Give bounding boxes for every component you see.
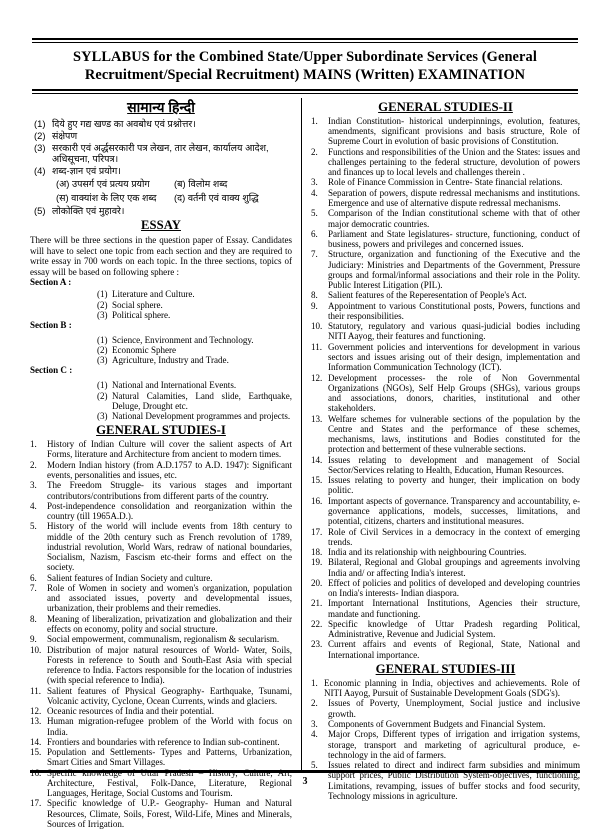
hindi-item [30,165,292,177]
section-heading-general-studies-2: GENERAL STUDIES-II [378,99,513,114]
hindi-item-text: लोकोक्ति एवं मुहावरे। [52,205,125,217]
essay-item [97,411,292,421]
gs2-item-text: Development processes- the role of Non Governmental Organizations (NGOs), Self Help Groups (SHGs), various groups and associations, donors, charities, institutional and other stakeholders. [328,372,580,414]
essay-item [97,355,292,365]
hindi-item-text: शब्द-ज्ञान एवं प्रयोग। [52,165,121,177]
gs1-item-number: 1. [30,439,37,450]
gs3-item-text: Major Crops, Different types of irrigation and irrigation systems, storage, transport and marketing of agricultural produce, e-technology in the aid of farmers. [328,729,580,760]
hindi-subitem-row [30,191,292,205]
gs2-item [311,547,580,557]
gs3-item [311,719,580,729]
gs2-item-text: India and its relationship with neighbouring Countries. [328,547,527,558]
gs2-item-number: 13. [311,413,323,424]
section-heading-hindi: सामान्य हिन्दी [127,98,195,115]
left-column [30,98,301,830]
gs2-item [311,249,580,290]
hindi-subitem-b: (ब) विलोम शब्द [174,178,228,190]
gs2-item-number: 3. [311,177,318,188]
essay-section-a-label: Section A : [30,277,72,288]
essay-item-number: (2) [97,299,108,310]
gs2-item-text: Issues relating to poverty and hunger, their implication on body politic. [328,475,580,496]
gs3-item [311,729,580,760]
hindi-item-text: दिये हुए गद्य खण्ड का अवबोध एवं प्रश्नोत्तर। [52,117,196,129]
essay-item-number: (1) [97,334,108,345]
hindi-subitem-d: (द) वर्तनी एवं वाक्य शुद्धि [174,192,259,204]
gs2-item-number: 7. [311,249,318,260]
gs1-item-text: Specific knowledge of Uttar Pradesh – History, Culture, Art, Architecture, Festival, Folk-Dance, Literature, Regional Languages, Heritage, Social Customs and Tourism. [47,767,292,799]
right-column [302,98,580,801]
gs2-item-text: Separation of powers, dispute redressal mechanisms and institutions. Emergence and use of alternative dispute redressal mechanisms. [328,187,580,208]
gs1-item [30,686,292,707]
hindi-item-number: (5) [34,205,46,217]
gs2-item [311,342,580,373]
gs1-item-number: 3. [30,480,37,491]
gs3-item-text: Components of Government Budgets and Financial System. [328,719,546,730]
gs1-item-number: 13. [30,716,42,727]
gs1-item [30,747,292,768]
gs2-item-text: Effect of policies and politics of developed and developing countries on India's interests- Indian diaspora. [328,577,580,599]
header-top-rule [32,38,578,43]
gs1-item [30,573,292,583]
gs1-item-number: 17. [30,798,42,809]
gs2-item [311,455,580,476]
gs2-item-number: 22. [311,618,323,629]
gs2-item-number: 8. [311,290,318,301]
gs1-item-text: Oceanic resources of India and their potential. [47,706,215,717]
hindi-item-text: संक्षेपण [52,129,78,141]
gs1-item-number: 14. [30,736,42,747]
gs2-item-number: 15. [311,475,323,486]
gs1-item-number: 2. [30,459,37,470]
gs2-item-text: Indian Constitution- historical underpinnings, evolution, features, amendments, significant provisions and basis structure, Role of Supreme Court in evolution of basic provisions of Constitution. [328,115,580,147]
gs1-item [30,737,292,747]
gs3-item-text: Issues related to direct and indirect farm subsidies and minimum support prices, Public Distribution System-objectives, functioning, Limitations, revamping, issues of buffer stocks and food security, Technology missions in agriculture. [328,760,580,801]
gs1-item [30,583,292,614]
gs2-item-text: Role of Finance Commission in Centre- State financial relations. [328,177,563,188]
gs2-item-number: 5. [311,208,318,219]
gs2-item-text: Parliament and State legislatures- structure, functioning, conduct of business, powers and privileges and concerned issues. [328,228,580,250]
essay-section-a-items [30,289,292,320]
hindi-item [30,118,292,130]
gs3-item-text: Issues of Poverty, Unemployment, Social justice and inclusive growth. [328,698,580,719]
gs1-item [30,768,292,799]
gs2-item [311,373,580,414]
gs1-item [30,460,292,481]
gs2-item [311,208,580,229]
gs2-item-text: Bilateral, Regional and Global groupings and agreements involving India and/ or affecting India's interest. [328,557,580,578]
gs1-item-text: Specific knowledge of U.P.- Geography- Human and Natural Resources, Climate, Soils, Forest, Wild-Life, Mines and Minerals, Sources of Irrigation. [47,798,292,830]
essay-item-text: Natural Calamities, Land slide, Earthquake, Deluge, Drought etc. [112,390,292,411]
section-heading-general-studies-1: GENERAL STUDIES-I [96,423,226,438]
essay-item-text: Agriculture, Industry and Trade. [112,355,229,366]
gs2-item-number: 10. [311,321,323,332]
gs1-item [30,645,292,686]
essay-item-text: Political sphere. [112,309,171,320]
gs2-item-text: Statutory, regulatory and various quasi-judicial bodies including NITI Aayog, their features and functioning. [328,321,580,342]
gs2-item [311,177,580,187]
gs2-item-text: Role of Civil Services in a democracy in the context of emerging trends. [328,526,580,547]
essay-item [97,310,292,320]
gs1-item-number: 4. [30,500,37,511]
essay-item-text: Economic Sphere [112,345,177,356]
essay-item [97,391,292,411]
gs2-item-text: Appointment to various Constitutional posts, Powers, functions and their responsibilities. [328,300,580,321]
gs2-item [311,496,580,527]
gs1-item-text: Salient features of Physical Geography- Earthquake, Tsunami, Volcanic activity, Cyclone, Ocean Currents, winds and glaciers. [47,685,292,706]
hindi-subitem-s: (स) वाक्यांश के लिए एक शब्द [56,192,157,204]
gs1-item-text: Human migration-refugee problem of the World with focus on India. [47,716,292,737]
gs2-item-number: 1. [311,115,318,126]
gs1-item [30,439,292,460]
gs1-item [30,634,292,644]
hindi-item-number: (1) [34,117,46,129]
gs2-item-number: 17. [311,526,323,537]
gs2-item-number: 23. [311,639,323,650]
gs2-item-text: Issues relating to development and management of Social Sector/Services relating to Health, Education, Human Resources. [328,454,580,475]
gs1-item-text: Frontiers and boundaries with reference to Indian sub-continent. [47,736,280,747]
gs1-item-number: 7. [30,582,37,593]
gs3-item [311,698,580,719]
gs1-item-text: History of the world will include events from 18th century to middle of the 20th century such as French revolution of 1789, industrial revolution, World Wars, redraw of national boundaries, Socialism, Nazism, Fascism etc-their forms and effect on the society. [47,521,292,573]
gs1-item-number: 10. [30,644,42,655]
gs2-item-text: Current affairs and events of Regional, State, National and International importance. [328,639,580,660]
gs1-item-text: Salient features of Indian Society and culture. [47,572,213,583]
document-header [32,38,578,94]
gs1-item-text: The Freedom Struggle- its various stages and important contributors/contributions from different parts of the country. [47,480,292,501]
essay-item-number: (3) [97,410,108,421]
hindi-item [30,130,292,142]
essay-item-number: (3) [97,309,108,320]
gs2-item [311,475,580,496]
gs1-item-text: Post-independence consolidation and reorganization within the country (till 1965A.D.). [47,500,292,522]
gs2-item-text: Structure, organization and functioning of the Executive and the Judiciary: Ministries and Departments of the Government, Pressure groups and formal/informal associations and their role in the Polity. Public Interest Litigation (PIL). [328,249,580,291]
gs2-item-text: Important aspects of governance. Transparency and accountability, e-governance applications, models, successes, limitations, and potential, citizens, charters and institutional measures. [328,495,580,527]
essay-item [97,289,292,299]
gs2-item [311,229,580,250]
hindi-item-number: (4) [34,165,46,177]
essay-item-number: (1) [97,289,108,300]
gs1-item [30,480,292,501]
gs1-item-text: History of Indian Culture will cover the salient aspects of Art Forms, literature and Architecture from ancient to modern times. [47,439,292,460]
essay-item-text: Literature and Culture. [112,289,195,300]
hindi-item-text: सरकारी एवं अर्द्धसरकारी पत्र लेखन, तार लेखन, कार्यालय आदेश, अधिसूचना, परिपत्र। [52,141,269,165]
gs2-item-number: 20. [311,577,323,588]
header-bottom-rule [32,89,578,94]
gs1-item [30,798,292,829]
gs1-item-number: 16. [30,767,42,778]
gs2-item-text: Important International Institutions, Agencies their structure, mandate and functioning. [328,598,580,619]
gs3-item-number: 4. [311,729,318,740]
gs2-item [311,578,580,599]
gs1-item-text: Role of Women in society and women's organization, population and associated issues, poverty and developmental issues, urbanization, their problems and their remedies. [47,582,292,614]
hindi-subitem-a: (अ) उपसर्ग एवं प्रत्यय प्रयोग [56,178,150,190]
essay-section-c-items [30,380,292,421]
gs2-item-text: Welfare schemes for vulnerable sections of the population by the Centre and States and the performance of these schemes, mechanisms, laws, institutions and Bodies constituted for the protection and betterment of these vulnerable sections. [328,413,580,455]
gs2-item [311,557,580,578]
gs2-item-number: 9. [311,300,318,311]
gs2-item [311,619,580,640]
gs1-item-number: 12. [30,706,42,717]
gs2-item-number: 16. [311,495,323,506]
gs1-item-text: Modern Indian history (from A.D.1757 to A.D. 1947): Significant events, personalities and issues, etc. [47,459,292,480]
gs1-item-number: 11. [30,685,41,696]
gs2-item-number: 14. [311,454,323,465]
syllabus-page [0,38,610,840]
gs2-item-number: 11. [311,341,322,352]
hindi-item [30,205,292,217]
gs1-item-number: 6. [30,572,37,583]
gs2-item [311,639,580,660]
gs2-item-number: 19. [311,557,323,568]
essay-item [97,380,292,390]
essay-item-text: National Development programmes and projects. [112,410,291,421]
gs2-item-text: Functions and responsibilities of the Union and the States: issues and challenges pertaining to the federal structure, devolution of powers and finances up to local levels and challenges therein . [328,146,580,178]
two-column-body [30,98,580,830]
hindi-subitem-row [30,177,292,191]
essay-intro-paragraph: There will be three sections in the question paper of Essay. Candidates will have to select one topic from each section and they are required to write essay in 700 words on each topic. In the three sections, topics of essay will be based on following sphere : [30,235,292,277]
gs2-item [311,598,580,619]
hindi-item-number: (2) [34,129,46,141]
gs2-item-text: Government policies and interventions for development in various sectors and issues arising out of their design, implementation and Information Communication Technology (ICT). [328,341,580,373]
gs3-item [311,678,580,699]
essay-item-number: (1) [97,380,108,391]
gs3-item-number: 3. [311,719,318,730]
gs2-item [311,321,580,342]
gs2-item [311,301,580,322]
gs1-item [30,716,292,737]
page-title-line-2: Recruitment/Special Recruitment) MAINS (Written) EXAMINATION [84,67,526,84]
gs3-item-number: 5. [311,760,318,771]
hindi-item-number: (3) [34,141,46,153]
essay-item-number: (2) [97,345,108,356]
gs2-item [311,527,580,548]
essay-item [97,335,292,345]
gs2-item-text: Specific knowledge of Uttar Pradesh regarding Political, Administrative, Revenue and Judicial System. [328,618,580,640]
gs2-item-number: 6. [311,228,318,239]
gs1-item-number: 9. [30,634,37,645]
gs3-item-text: Economic planning in India, objectives and achievements. Role of NITI Aayog, Pursuit of Sustainable Development Goals (SDG's). [324,677,580,699]
gs1-item-number: 15. [30,747,42,758]
gs1-item [30,614,292,635]
gs1-item-text: Social empowerment, communalism, regionalism & secularism. [47,634,280,645]
gs2-item [311,147,580,178]
essay-section-b-items [30,335,292,366]
section-heading-essay: ESSAY [141,218,181,233]
gs1-item [30,521,292,572]
gs2-item-number: 2. [311,146,318,157]
gs2-item-number: 12. [311,372,323,383]
essay-section-c-label: Section C : [30,365,73,376]
gs2-item-text: Salient features of the Reperesentation of People's Act. [328,290,527,301]
gs1-item [30,501,292,522]
gs2-item-text: Comparison of the Indian constitutional scheme with that of other major democratic countries. [328,208,580,229]
page-title-line-1: SYLLABUS for the Combined State/Upper Subordinate Services (General [73,49,537,65]
gs1-item-number: 8. [30,613,37,624]
essay-item [97,300,292,310]
gs2-item-number: 18. [311,547,323,558]
essay-item [97,345,292,355]
essay-item-text: Science, Environment and Technology. [112,334,254,345]
essay-item-number: (3) [97,355,108,366]
essay-item-number: (2) [97,390,108,401]
gs2-item [311,414,580,455]
gs3-item-number: 2. [311,698,318,709]
page-number: 3 [302,775,308,787]
essay-item-text: National and International Events. [112,380,237,391]
gs3-item-number: 1. [311,677,318,688]
gs2-item [311,116,580,147]
gs2-item-number: 4. [311,187,318,198]
essay-item-text: Social sphere. [112,299,163,310]
gs1-item-text: Meaning of liberalization, privatization and globalization and their effects on economy, polity and social structure. [47,613,292,634]
page-title [32,48,578,85]
gs2-item [311,188,580,209]
essay-section-b-label: Section B : [30,319,72,330]
gs1-item-number: 5. [30,521,37,532]
gs2-item-number: 21. [311,598,323,609]
hindi-item [30,142,292,166]
gs1-item-text: Population and Settlements- Types and Patterns, Urbanization, Smart Cities and Smart Villages. [47,747,292,768]
gs1-item-text: Distribution of major natural resources of World- Water, Soils, Forests in reference to South and South-East Asia with special reference to India. Factors responsible for the location of industries (with special reference to India). [47,644,292,686]
gs1-item [30,706,292,716]
gs3-item [311,760,580,801]
gs2-item [311,290,580,300]
section-heading-general-studies-3: GENERAL STUDIES-III [375,661,516,676]
